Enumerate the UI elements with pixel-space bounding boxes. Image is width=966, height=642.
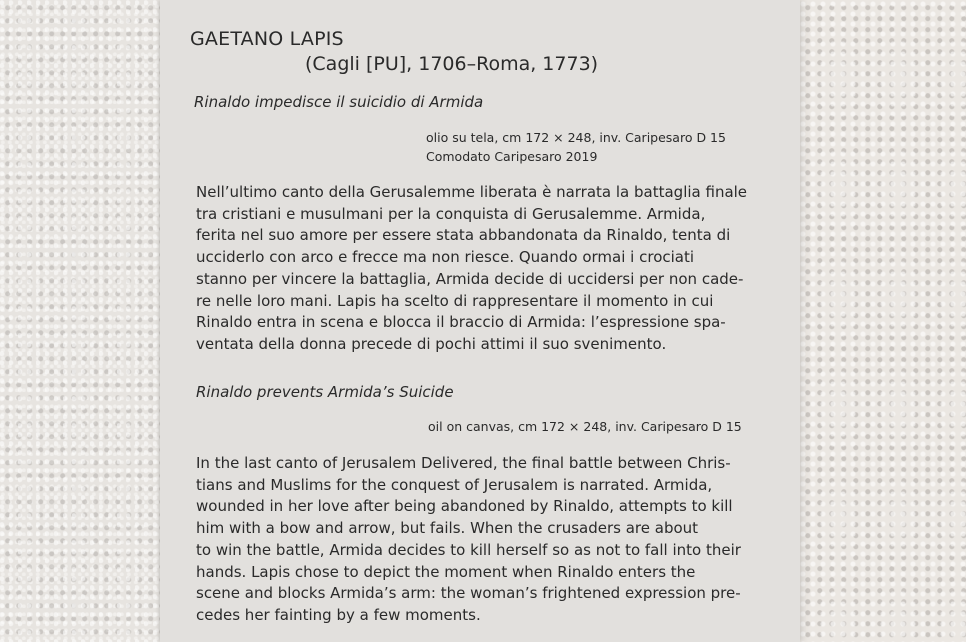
description-line: re nelle loro mani. Lapis ha scelto di rappresentare il momento in cui [196, 291, 714, 310]
description-line: tians and Muslims for the conquest of Jerusalem is narrated. Armida, [196, 475, 713, 494]
artwork-medium-italian: olio su tela, cm 172 × 248, inv. Caripesaro D 15 [426, 130, 726, 145]
description-line: scene and blocks Armida’s arm: the woman’s frightened expression pre- [196, 584, 741, 603]
description-line: tra cristiani e musulmani per la conquista di Gerusalemme. Armida, [196, 204, 706, 223]
description-line: wounded in her love after being abandoned by Rinaldo, attempts to kill [196, 497, 733, 516]
artist-name: GAETANO LAPIS [190, 28, 344, 50]
artwork-medium-english: oil on canvas, cm 172 × 248, inv. Caripesaro D 15 [428, 419, 742, 434]
description-line: stanno per vincere la battaglia, Armida decide di uccidersi per non cade- [196, 269, 744, 288]
description-line: cedes her fainting by a few moments. [196, 605, 481, 624]
description-line: him with a bow and arrow, but fails. When the crusaders are about [196, 519, 699, 538]
description-italian [196, 182, 756, 356]
description-line: to win the battle, Armida decides to kill herself so as not to fall into their [196, 540, 741, 559]
description-line: ferita nel suo amore per essere stata abbandonata da Rinaldo, tenta di [196, 226, 731, 245]
artwork-title-english: Rinaldo prevents Armida’s Suicide [196, 383, 454, 401]
description-line: hands. Lapis chose to depict the moment when Rinaldo enters the [196, 562, 696, 581]
artwork-loan-italian: Comodato Caripesaro 2019 [426, 149, 598, 164]
description-line: In the last canto of Jerusalem Delivered, the final battle between Chris- [196, 454, 731, 472]
artist-dates: (Cagli [PU], 1706–Roma, 1773) [305, 53, 599, 75]
description-line: ventata della donna precede di pochi attimi il suo svenimento. [196, 334, 667, 353]
description-english [196, 453, 756, 627]
description-line: Rinaldo entra in scena e blocca il braccio di Armida: l’espressione spa- [196, 313, 726, 332]
museum-label-panel [160, 0, 800, 642]
description-line: Nell’ultimo canto della Gerusalemme liberata è narrata la battaglia finale [196, 183, 748, 201]
description-line: ucciderlo con arco e frecce ma non riesce. Quando ormai i crociati [196, 248, 695, 267]
wall-right [800, 0, 966, 642]
artwork-title-italian: Rinaldo impedisce il suicidio di Armida [194, 93, 484, 111]
